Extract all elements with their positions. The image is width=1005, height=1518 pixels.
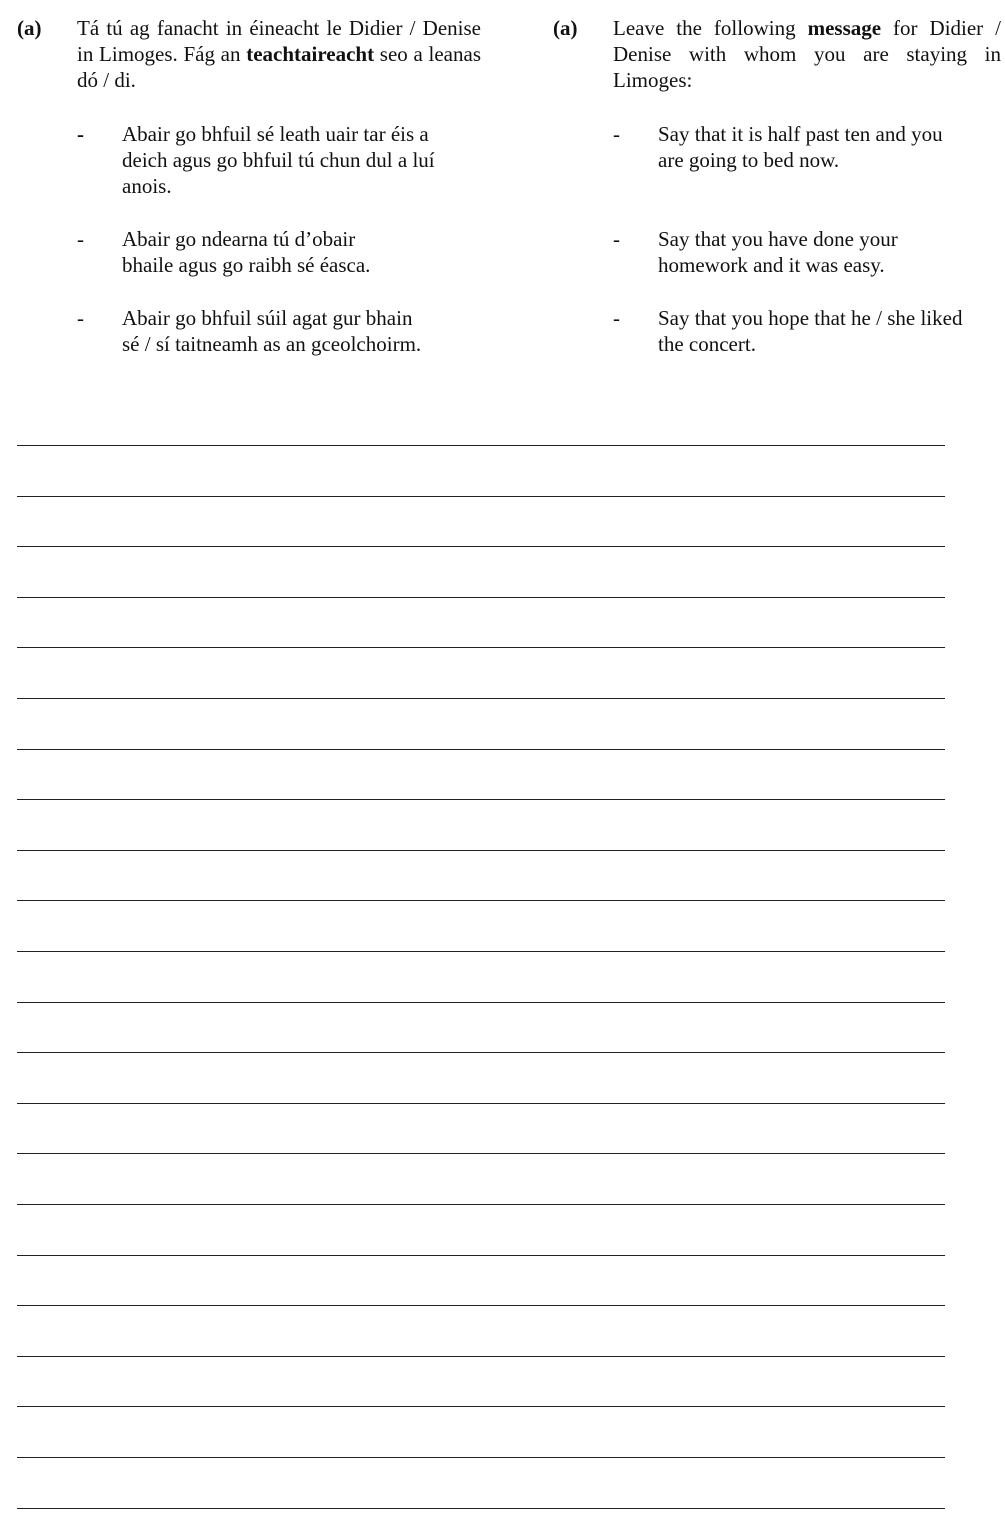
answer-line[interactable] (17, 1406, 945, 1407)
bullet-dash: - (613, 122, 620, 146)
bullet-text: Abair go bhfuil sé leath uair tar éis a deich agus go bhfuil tú chun dul a luí anois. (122, 122, 435, 198)
answer-line[interactable] (17, 1457, 945, 1458)
answer-line[interactable] (17, 1153, 945, 1154)
intro-irish-bold: teachtaireacht (246, 42, 375, 66)
answer-line[interactable] (17, 1103, 945, 1104)
question-label-irish: (a) (17, 16, 42, 40)
answer-line[interactable] (17, 951, 945, 952)
answer-line[interactable] (17, 1508, 945, 1509)
answer-line[interactable] (17, 546, 945, 547)
intro-english-part2: for Didier / Denise with whom you are staying in Limoges: (613, 16, 1001, 92)
intro-text-irish (77, 15, 481, 93)
bullet-dash: - (613, 227, 620, 251)
bullet-text: Abair go ndearna tú d’obair bhaile agus go raibh sé éasca. (122, 227, 371, 277)
intro-english-bold: message (807, 16, 882, 40)
answer-line[interactable] (17, 1356, 945, 1357)
intro-irish-part2: seo a leanas dó / di. (77, 42, 481, 92)
answer-line[interactable] (17, 799, 945, 800)
answer-line[interactable] (17, 900, 945, 901)
answer-line[interactable] (17, 1204, 945, 1205)
answer-line[interactable] (17, 698, 945, 699)
bullet-dash: - (613, 306, 620, 330)
answer-line[interactable] (17, 496, 945, 497)
answer-line[interactable] (17, 1255, 945, 1256)
question-label-english: (a) (553, 16, 578, 40)
answer-line[interactable] (17, 1305, 945, 1306)
answer-line[interactable] (17, 1002, 945, 1003)
answer-line[interactable] (17, 749, 945, 750)
answer-line[interactable] (17, 445, 945, 446)
intro-irish-part1: Tá tú ag fanacht in éineacht le Didier / Denise in Limoges. Fág an (77, 16, 481, 66)
bullet-dash: - (77, 306, 84, 330)
answer-line[interactable] (17, 1052, 945, 1053)
intro-text-english (613, 15, 1001, 93)
answer-line[interactable] (17, 850, 945, 851)
intro-english-part1: Leave the following (613, 16, 808, 40)
bullet-text: Say that you have done your homework and it was easy. (658, 227, 898, 277)
answer-line[interactable] (17, 597, 945, 598)
bullet-text: Say that it is half past ten and you are going to bed now. (658, 122, 943, 172)
bullet-text: Say that you hope that he / she liked the concert. (658, 306, 963, 356)
bullet-dash: - (77, 122, 84, 146)
bullet-text: Abair go bhfuil súil agat gur bhain sé / sí taitneamh as an gceolchoirm. (122, 306, 422, 356)
answer-line[interactable] (17, 647, 945, 648)
bullet-dash: - (77, 227, 84, 251)
